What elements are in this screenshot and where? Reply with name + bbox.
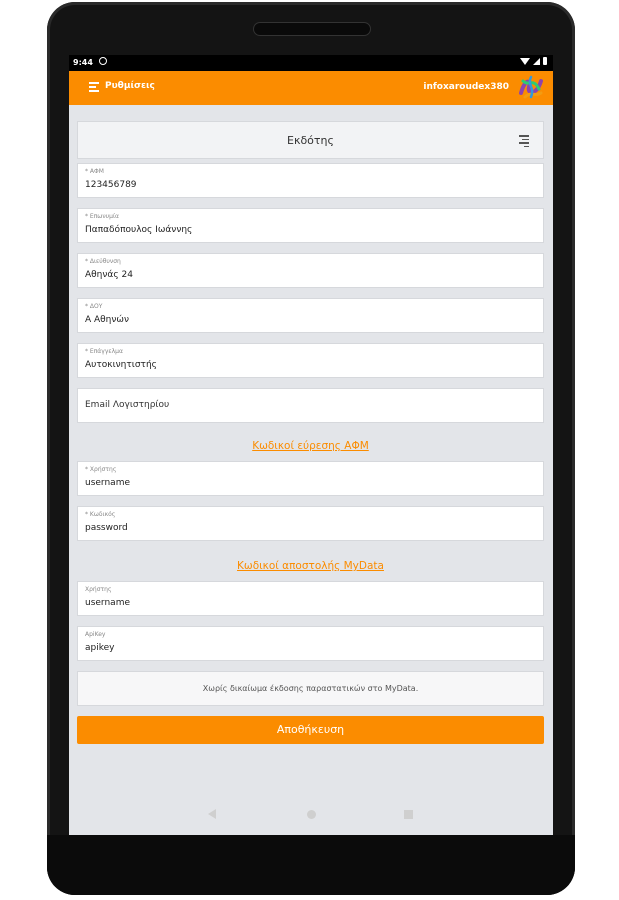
wifi-icon: [520, 58, 530, 65]
afm-username-label: * Χρήστης: [85, 466, 117, 473]
mydata-username-label: Χρήστης: [85, 586, 112, 593]
afm-field[interactable]: [77, 163, 544, 198]
mydata-username-field[interactable]: [77, 581, 544, 616]
email-placeholder[interactable]: Email Λογιστηρίου: [85, 400, 170, 410]
issuer-header[interactable]: [77, 121, 544, 159]
back-icon[interactable]: [208, 809, 216, 819]
name-field[interactable]: [77, 208, 544, 243]
doy-label: * ΔΟΥ: [85, 303, 103, 310]
mydata-username-value[interactable]: username: [85, 598, 130, 608]
doy-field[interactable]: [77, 298, 544, 333]
speaker-grille: [253, 22, 371, 36]
device-bottom-bezel: [47, 835, 575, 895]
menu-icon[interactable]: [89, 82, 99, 94]
name-label: * Επωνυμία: [85, 213, 119, 220]
avatar[interactable]: [517, 73, 545, 101]
afm-username-value[interactable]: username: [85, 478, 130, 488]
email-field[interactable]: [77, 388, 544, 423]
mydata-apikey-value[interactable]: apikey: [85, 643, 115, 653]
afm-credentials-title: Κωδικοί εύρεσης ΑΦΜ: [252, 440, 369, 452]
sort-icon[interactable]: [519, 135, 529, 149]
page-title: Ρυθμίσεις: [105, 81, 155, 91]
address-label: * Διεύθυνση: [85, 258, 121, 265]
issuer-title: Εκδότης: [287, 134, 334, 147]
address-field[interactable]: [77, 253, 544, 288]
address-value[interactable]: Αθηνάς 24: [85, 270, 133, 280]
afm-value[interactable]: 123456789: [85, 180, 137, 190]
app-bar: [69, 71, 553, 105]
notification-icon: [99, 57, 107, 65]
afm-password-value[interactable]: password: [85, 523, 128, 533]
mydata-apikey-label: ApiKey: [85, 631, 106, 638]
afm-password-label: * Κωδικός: [85, 511, 116, 518]
afm-username-field[interactable]: [77, 461, 544, 496]
afm-label: * ΑΦΜ: [85, 168, 104, 175]
battery-icon: [543, 57, 547, 65]
profession-value[interactable]: Αυτοκινητιστής: [85, 360, 157, 370]
profession-field[interactable]: [77, 343, 544, 378]
save-button[interactable]: Αποθήκευση: [77, 716, 544, 744]
signal-icon: [533, 58, 540, 65]
status-time: 9:44: [73, 58, 93, 67]
mydata-credentials-title: Κωδικοί αποστολής MyData: [237, 560, 384, 572]
status-icons: [520, 57, 547, 65]
doy-value[interactable]: Α Αθηνών: [85, 315, 129, 325]
recents-icon[interactable]: [404, 810, 413, 819]
app-screen: [69, 55, 553, 835]
name-value[interactable]: Παπαδόπουλος Ιωάννης: [85, 225, 193, 235]
system-nav-bar: [69, 800, 553, 830]
afm-password-field[interactable]: [77, 506, 544, 541]
profession-label: * Επάγγελμα: [85, 348, 123, 355]
username-label: infoxaroudex380: [423, 82, 509, 92]
settings-form: [77, 121, 544, 744]
status-bar: [69, 55, 553, 71]
mydata-apikey-field[interactable]: [77, 626, 544, 661]
home-icon[interactable]: [307, 810, 316, 819]
mydata-notice: Χωρίς δικαίωμα έκδοσης παραστατικών στο MyData.: [77, 671, 544, 706]
